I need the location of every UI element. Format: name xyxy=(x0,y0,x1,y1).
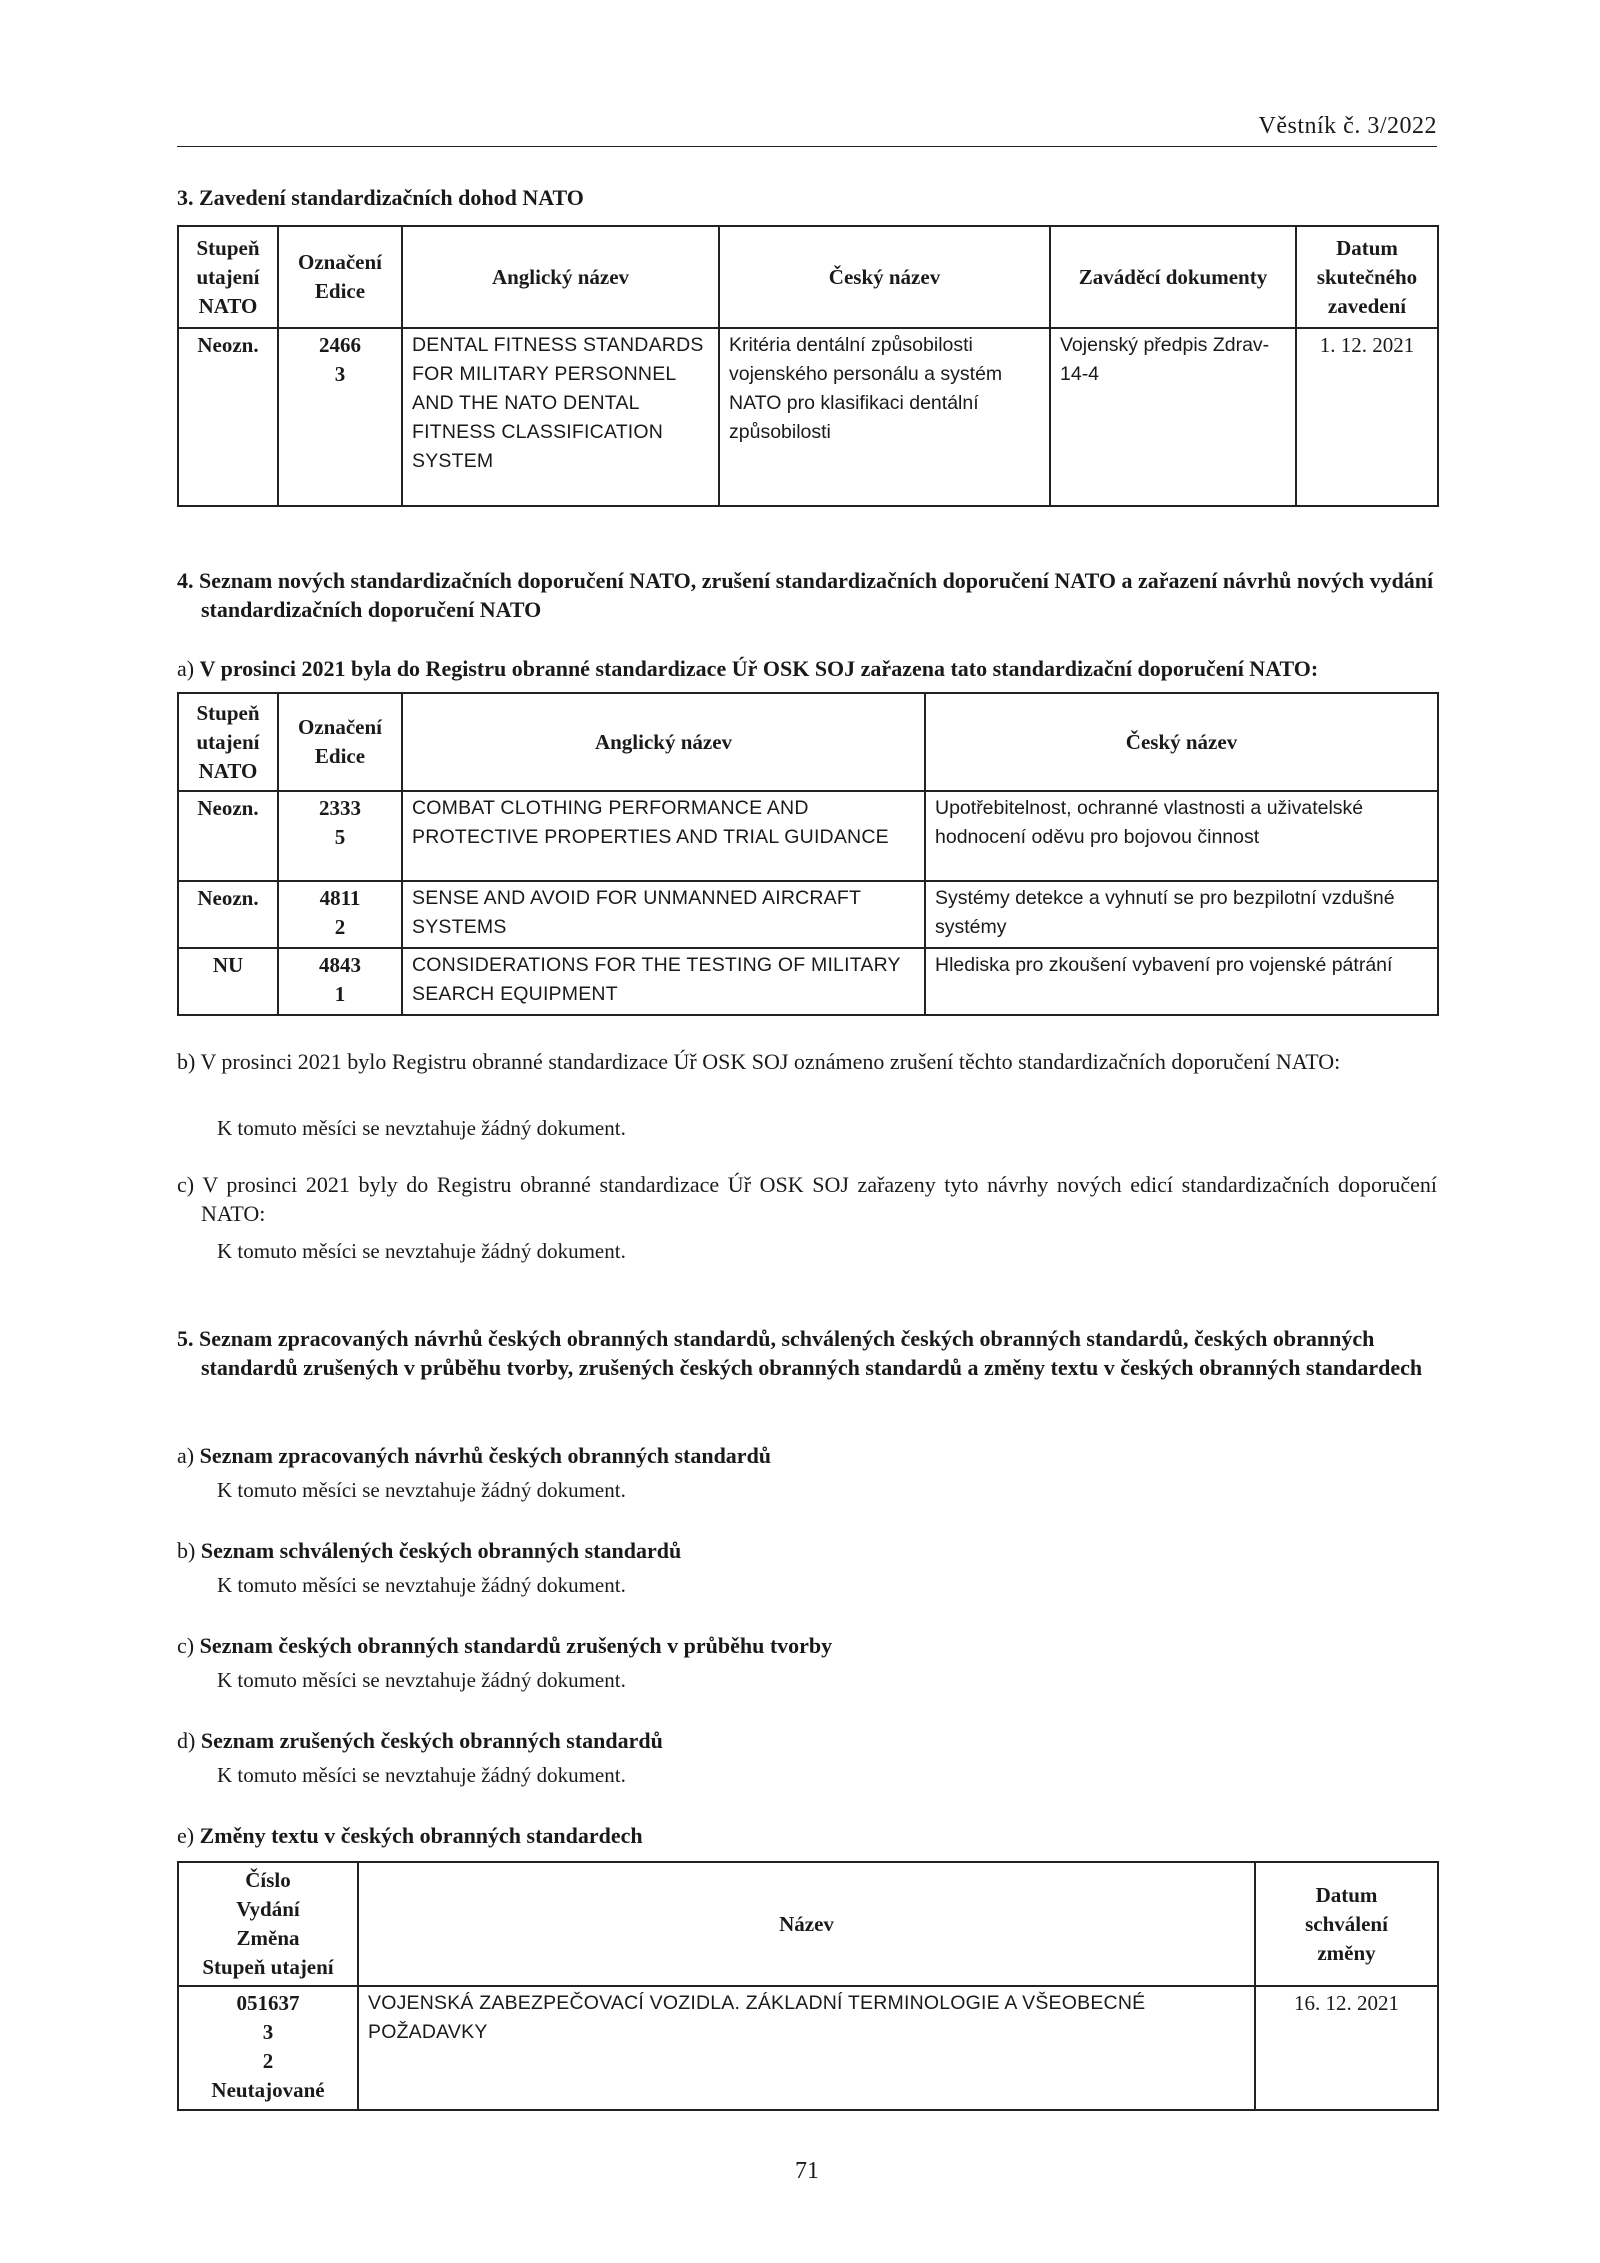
section-5d-title xyxy=(177,1726,1437,1755)
cell-stupen: Neozn. xyxy=(178,881,278,948)
section-4b-note: K tomuto měsíci se nevztahuje žádný dokument. xyxy=(217,1116,626,1140)
col-header-stupen: Stupeň utajení NATO xyxy=(178,226,278,328)
col-header-datum: Datum schválení změny xyxy=(1255,1862,1438,1986)
item-label: b) xyxy=(177,1538,196,1563)
item-label: e) xyxy=(177,1823,195,1848)
item-title: Změny textu v českých obranných standardech xyxy=(199,1823,643,1848)
nato-stanag-table xyxy=(177,225,1439,507)
cell-cesky: Kritéria dentální způsobilosti vojenského personálu a systém NATO pro klasifikaci dentální způsobilosti xyxy=(719,328,1050,506)
section-4c-note: K tomuto měsíci se nevztahuje žádný dokument. xyxy=(217,1239,626,1263)
cell-anglicky: CONSIDERATIONS FOR THE TESTING OF MILITARY SEARCH EQUIPMENT xyxy=(402,948,925,1015)
section-5a-note: K tomuto měsíci se nevztahuje žádný dokument. xyxy=(217,1478,626,1502)
section-5c-note: K tomuto měsíci se nevztahuje žádný dokument. xyxy=(217,1668,626,1692)
col-header-oznaceni: Označení Edice xyxy=(278,693,402,791)
cell-cesky: Hlediska pro zkoušení vybavení pro vojenské pátrání xyxy=(925,948,1438,1015)
item-title: Seznam zpracovaných návrhů českých obranných standardů xyxy=(199,1443,772,1468)
section-4-heading: 4. Seznam nových standardizačních doporučení NATO, zrušení standardizačních doporučení NATO a zařazení návrhů nových vydání standardizačních doporučení NATO xyxy=(177,568,1434,622)
table-row xyxy=(178,948,1438,1015)
col-header-dokumenty: Zaváděcí dokumenty xyxy=(1050,226,1296,328)
item-title: Seznam českých obranných standardů zrušených v průběhu tvorby xyxy=(199,1633,833,1658)
cell-stupen: Neozn. xyxy=(178,791,278,881)
section-5b-title xyxy=(177,1536,1437,1565)
header-rule xyxy=(177,146,1437,147)
section-4a-text xyxy=(177,654,1437,683)
section-5b-note: K tomuto měsíci se nevztahuje žádný dokument. xyxy=(217,1573,626,1597)
col-header-cesky: Český název xyxy=(925,693,1438,791)
col-header-anglicky: Anglický název xyxy=(402,693,925,791)
cell-oznaceni: 4811 2 xyxy=(278,881,402,948)
running-header: Věstník č. 3/2022 xyxy=(1258,113,1437,139)
table-row xyxy=(178,791,1438,881)
col-header-oznaceni: Označení Edice xyxy=(278,226,402,328)
table-header-row xyxy=(178,693,1438,791)
item-label: a) xyxy=(177,1443,195,1468)
cell-oznaceni: 2466 3 xyxy=(278,328,402,506)
col-header-cislo: Číslo Vydání Změna Stupeň utajení xyxy=(178,1862,358,1986)
cell-cislo: 051637 3 2 Neutajované xyxy=(178,1986,358,2110)
document-page xyxy=(177,0,1437,2263)
section-5-heading: 5. Seznam zpracovaných návrhů českých obranných standardů, schválených českých obranných standardů, českých obranných standardů zrušených v průběhu tvorby, zrušených českých obranných standardů a změny textu v českých obranných standardech xyxy=(177,1326,1423,1380)
cell-cesky: Upotřebitelnost, ochranné vlastnosti a uživatelské hodnocení oděvu pro bojovou činnost xyxy=(925,791,1438,881)
col-header-datum: Datum skutečného zavedení xyxy=(1296,226,1438,328)
table-row xyxy=(178,1986,1438,2110)
page-number: 71 xyxy=(795,2158,819,2184)
item-text: V prosinci 2021 byla do Registru obranné standardizace Úř OSK SOJ zařazena tato standardizační doporučení NATO: xyxy=(199,656,1319,681)
section-3-heading: 3. Zavedení standardizačních dohod NATO xyxy=(177,185,584,210)
col-header-anglicky: Anglický název xyxy=(402,226,719,328)
cell-dokumenty: Vojenský předpis Zdrav-14-4 xyxy=(1050,328,1296,506)
cell-anglicky: COMBAT CLOTHING PERFORMANCE AND PROTECTIVE PROPERTIES AND TRIAL GUIDANCE xyxy=(402,791,925,881)
table-header-row xyxy=(178,1862,1438,1986)
col-header-cesky: Český název xyxy=(719,226,1050,328)
item-label: b) xyxy=(177,1049,196,1074)
section-4c-text xyxy=(177,1170,1437,1228)
table-header-row xyxy=(178,226,1438,328)
nato-srd-table xyxy=(177,692,1439,1016)
table-row xyxy=(178,881,1438,948)
item-title: Seznam zrušených českých obranných standardů xyxy=(200,1728,663,1753)
section-5d-note: K tomuto měsíci se nevztahuje žádný dokument. xyxy=(217,1763,626,1787)
cell-datum: 16. 12. 2021 xyxy=(1255,1986,1438,2110)
item-label: c) xyxy=(177,1633,195,1658)
section-5e-title xyxy=(177,1821,1437,1850)
cell-datum: 1. 12. 2021 xyxy=(1296,328,1438,506)
item-label: a) xyxy=(177,656,195,681)
col-header-stupen: Stupeň utajení NATO xyxy=(178,693,278,791)
section-5a-title xyxy=(177,1441,1437,1470)
cos-changes-table xyxy=(177,1861,1439,2111)
cell-stupen: Neozn. xyxy=(178,328,278,506)
item-label: c) xyxy=(177,1172,195,1197)
cell-stupen: NU xyxy=(178,948,278,1015)
table-row xyxy=(178,328,1438,506)
cell-oznaceni: 4843 1 xyxy=(278,948,402,1015)
cell-anglicky: DENTAL FITNESS STANDARDS FOR MILITARY PERSONNEL AND THE NATO DENTAL FITNESS CLASSIFICATION SYSTEM xyxy=(402,328,719,506)
cell-oznaceni: 2333 5 xyxy=(278,791,402,881)
item-text: V prosinci 2021 bylo Registru obranné standardizace Úř OSK SOJ oznámeno zrušení těchto standardizačních doporučení NATO: xyxy=(200,1049,1341,1074)
cell-nazev: VOJENSKÁ ZABEZPEČOVACÍ VOZIDLA. ZÁKLADNÍ TERMINOLOGIE A VŠEOBECNÉ POŽADAVKY xyxy=(358,1986,1255,2110)
cell-anglicky: SENSE AND AVOID FOR UNMANNED AIRCRAFT SYSTEMS xyxy=(402,881,925,948)
item-label: d) xyxy=(177,1728,196,1753)
cell-cesky: Systémy detekce a vyhnutí se pro bezpilotní vzdušné systémy xyxy=(925,881,1438,948)
item-title: Seznam schválených českých obranných standardů xyxy=(200,1538,682,1563)
col-header-nazev: Název xyxy=(358,1862,1255,1986)
section-4b-text xyxy=(177,1047,1437,1076)
section-5c-title xyxy=(177,1631,1437,1660)
item-text: V prosinci 2021 byly do Registru obranné standardizace Úř OSK SOJ zařazeny tyto návrhy nových edicí standardizačních doporučení NATO: xyxy=(201,1172,1437,1226)
